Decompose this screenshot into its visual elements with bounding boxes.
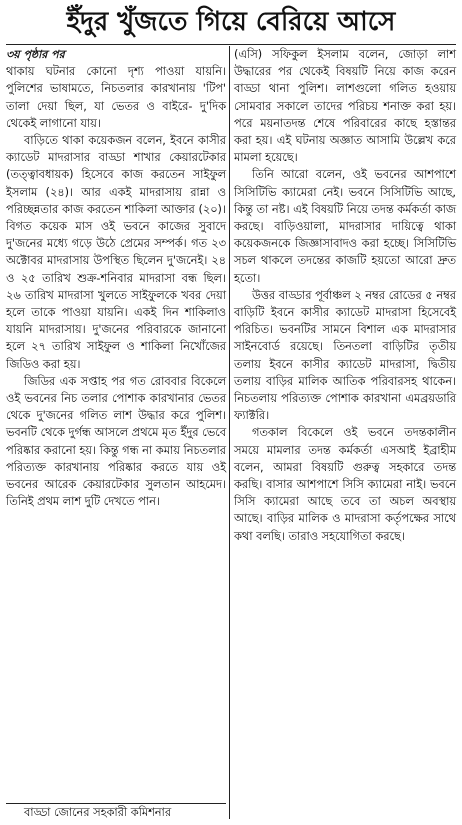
continuation-kicker: ৩য় পৃষ্ঠার পর [6, 48, 65, 61]
right-paragraph-2: তিনি আরো বলেন, ওই ভবনের আশপাশে সিসিটিভি ক্যামেরা নেই। ভবনে সিসিটিভি আছে, কিন্তু তা নষ্ট। এই বিষয়টি নিয়ে তদন্ত কর্মকর্তা কাজ করছে। বাড়িওয়ালা, মাদরাসার দায়িত্বে থাকা কয়েকজনকে জিজ্ঞাসাবাদও করা হচ্ছে। সিসিটিভি সচল থাকলে তদন্তের কাজটি হয়তো আরো দ্রুত হতো। [234, 168, 456, 285]
right-column [234, 46, 456, 825]
right-paragraph-4: গতকাল বিকেলে ওই ভবনে তদন্তকালীন সময়ে মামলার তদন্ত কর্মকর্তা এসআই ইব্রাহীম বলেন, আমরা বিষয়টি গুরুত্ব সহকারে তদন্ত করছি। বাসার আশপাশে সিসি ক্যামেরা নাই। ভবনে সিসি ক্যামেরা আছে তবে তা অচল অবস্থায় আছে। বাড়ির মালিক ও মাদরাসা কর্তৃপক্ষের সাথে কথা বলছি। তারাও সহযোগিতা করছে। [234, 426, 456, 543]
right-paragraph-3: উত্তর বাড্ডার পূর্বাঞ্চল ২ নম্বর রোডের ৫ নম্বর বাড়িটি ইবনে কাসীর ক্যাডেট মাদরাসা হিসেবেই পরিচিত। ভবনটির সামনে বিশাল এক মাদরাসার সাইনবোর্ড রয়েছে। তিনতলা বাড়িটির তৃতীয় তলায় ইবনে কাসীর ক্যাডেট মাদরাসা, দ্বিতীয় তলায় বাড়ির মালিক আতিক পরিবারসহ থাকেন। নিচতলায় পরিত্যক্ত পোশাক কারখানা এমব্রয়ডারি ফ্যাক্টরি। [234, 288, 456, 423]
left-paragraph-3: জিডির এক সপ্তাহ পর গত রোববার বিকেলে ওই ভবনের নিচ তলার পোশাক কারখানার ভেতর থেকে দু'জনের গলিত লাশ উদ্ধার করে পুলিশ। ভবনটি থেকে দুর্গন্ধ আসলে প্রথমে মৃত ইঁদুর ভেবে পরিষ্কার করানো হয়। কিন্তু গন্ধ না কমায় নিচতলার পরিত্যক্ত কারখানায় পরিষ্কার করতে যায় ওই ভবনের আরেক কেয়ারটেকার সুলতান আহমেদ। তিনিই প্রথম লাশ দুটি দেখতে পান। [6, 374, 226, 509]
right-paragraph-1: (এসি) সফিকুল ইসলাম বলেন, জোড়া লাশ উদ্ধারের পর থেকেই বিষয়টি নিয়ে কাজ করেন বাড্ডা থানা পুলিশ। লাশগুলো গলিত হওয়ায় সোমবার সকালে তাদের পরিচয় শনাক্ত করা হয়। পরে ময়নাতদন্ত শেষে পরিবারের কাছে হস্তান্তর করা হয়। এই ঘটনায় অজ্ঞাত আসামি উল্লেখ করে মামলা হয়েছে। [234, 48, 456, 165]
left-column [6, 46, 226, 799]
left-paragraph-2: বাড়িতে থাকা কয়েকজন বলেন, ইবনে কাসীর ক্যাডেট মাদরাসার বাড্ডা শাখার কেয়ারটেকার (তত্ত্বাবধায়ক) হিসেবে কাজ করতেন সাইফুল ইসলাম (২৪)। আর একই মাদরাসায় রান্না ও পরিচ্ছন্নতার কাজ করতেন শাকিলা আক্তার (২০)। বিগত কয়েক মাস ওই ভবনে কাজের সুবাদে দু'জনের মধ্যে গড়ে উঠে প্রেমের সম্পর্ক। গত ২৩ অক্টোবর মাদরাসায় উপস্থিত ছিলেন দু'জনেই। ২৪ ও ২৫ তারিখ শুক্র-শনিবার মাদরাসা বন্ধ ছিল। ২৬ তারিখ মাদরাসা খুলতে সাইফুলকে খবর দেয়া হলে তাকে পাওয়া যায়নি। একই দিন শাকিলাও যায়নি মাদরাসায়। দু'জনের পরিবারকে জানানো হলে ২৭ তারিখ সাইফুল ও শাকিলা নিখোঁজের জিডিও করা হয়। [6, 134, 226, 371]
left-paragraph-1 [6, 46, 226, 132]
headline-rule [6, 44, 456, 45]
left-paragraph-1-text: থাকায় ঘটনার কোনো দৃশ্য পাওয়া যায়নি। পুলিশের ভাষামতে, নিচতলার কারখানায় 'টিপ' তালা দেয়া ছিল, যা ভেতর ও বাইরে- দু'দিক থেকেই লাগানো যায়। [6, 65, 226, 130]
left-column-footer-line: বাড্ডা জোনের সহকারী কমিশনার [6, 803, 226, 821]
headline: ইঁদুর খুঁজতে গিয়ে বেরিয়ে আসে [66, 7, 396, 37]
column-divider [229, 46, 230, 819]
